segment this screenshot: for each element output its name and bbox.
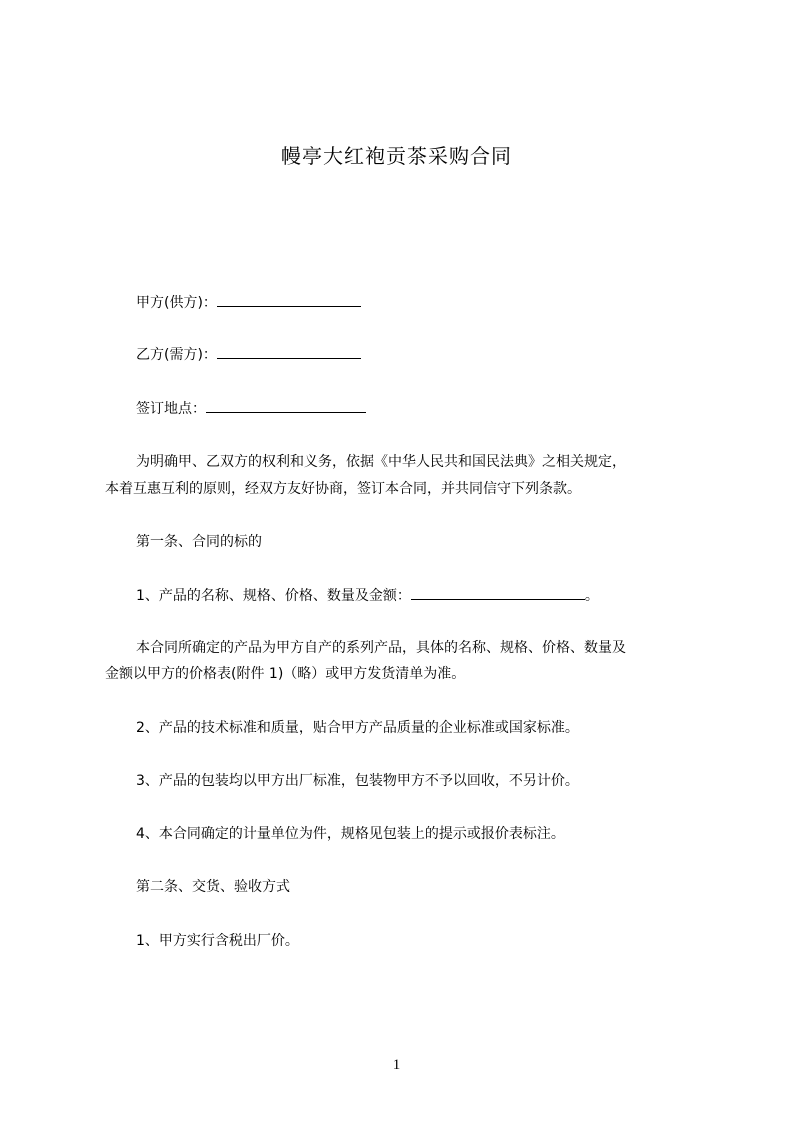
party-a-blank xyxy=(217,292,361,307)
party-a-label: 甲方(供方)： xyxy=(136,295,217,311)
intro-paragraph-line2: 本着互惠互利的原则，经双方友好协商，签订本合同，并共同信守下列条款。 xyxy=(105,481,581,497)
page-number: 1 xyxy=(392,1057,401,1073)
item2-1: 1、甲方实行含税出厂价。 xyxy=(136,933,299,949)
signing-place-line xyxy=(136,398,366,419)
item1-1-note-line1: 本合同所确定的产品为甲方自产的系列产品，具体的名称、规格、价格、数量及 xyxy=(136,640,626,656)
item1-1-line xyxy=(136,585,599,606)
signing-place-blank xyxy=(206,398,366,413)
item1-1-blank xyxy=(411,585,585,600)
signing-place-label: 签订地点： xyxy=(136,401,206,417)
item1-4: 4、本合同确定的计量单位为件，规格见包装上的提示或报价表标注。 xyxy=(136,826,565,842)
item1-3: 3、产品的包装均以甲方出厂标准，包装物甲方不予以回收，不另计价。 xyxy=(136,773,579,789)
item1-1-text: 1、产品的名称、规格、价格、数量及金额： xyxy=(136,588,411,604)
party-b-blank xyxy=(217,344,361,359)
item1-1-note-line2: 金额以甲方的价格表(附件 1)（略）或甲方发货清单为准。 xyxy=(105,666,466,682)
article2-heading: 第二条、交货、验收方式 xyxy=(136,879,290,895)
party-b-line xyxy=(136,344,361,365)
party-b-label: 乙方(需方)： xyxy=(136,347,217,363)
document-title: 幔亭大红袍贡茶采购合同 xyxy=(281,144,512,168)
intro-paragraph-line1: 为明确甲、乙双方的权利和义务，依据《中华人民共和国民法典》之相关规定， xyxy=(136,454,626,470)
item1-2: 2、产品的技术标准和质量，贴合甲方产品质量的企业标准或国家标准。 xyxy=(136,720,579,736)
article1-heading: 第一条、合同的标的 xyxy=(136,534,262,550)
item1-1-end: 。 xyxy=(584,588,599,604)
party-a-line xyxy=(136,292,361,313)
